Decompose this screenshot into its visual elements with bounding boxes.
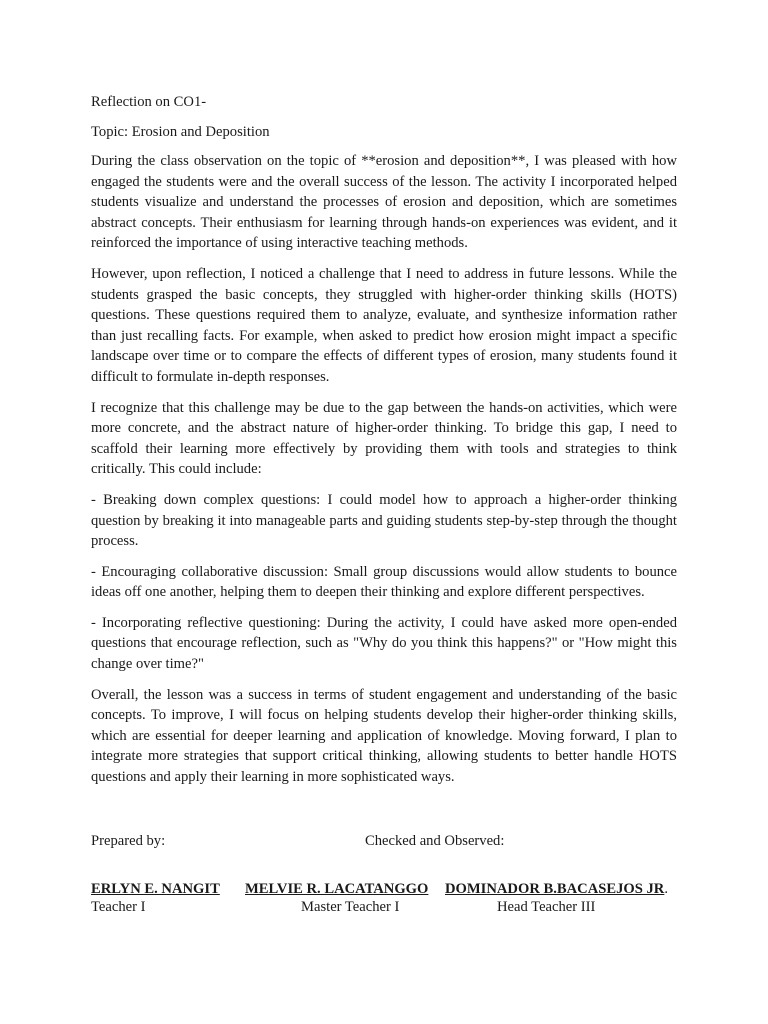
paragraph-observation: During the class observation on the topic of **erosion and deposition**, I was pleased with how engaged the students were and the overall success of the lesson. The activity I incorporated helped students visualize and understand the processes of erosion and deposition, which are sometimes abstract concepts. Their enthusiasm for learning through hands-on experiences was evident, and it reinforced the importance of using interactive teaching methods. [91,153,677,252]
paragraph-overall: Overall, the lesson was a success in terms of student engagement and understanding of the basic concepts. To improve, I will focus on helping students develop their higher-order thinking skills, which are essential for deeper learning and application of knowledge. Moving forward, I plan to integrate more strategies that support critical thinking, allowing students to better handle HOTS questions and apply their learning in more sophisticated ways. [91,686,677,786]
signatory-name-head-teacher-wrap [445,880,668,898]
signatory-name-teacher: ERLYN E. NANGIT [91,881,220,897]
signatory-name-master-teacher: MELVIE R. LACATANGGO [245,881,429,897]
paragraph-recognition: I recognize that this challenge may be due to the gap between the hands-on activities, which were more concrete, and the abstract nature of higher-order thinking. To bridge this gap, I need to scaffold their learning more effectively by providing them with tools and strategies to think critically. This could include: [91,399,677,478]
signatory-title-master-teacher: Master Teacher I [301,899,400,915]
signatory-title-teacher: Teacher I [91,899,146,915]
list-item-reflective: - Incorporating reflective questioning: During the activity, I could have asked more open-ended questions that encourage reflection, such as "Why do you think this happens?" or "How might this change over time?" [91,614,677,673]
signatory-name-head-teacher: DOMINADOR B.BACASEJOS JR [445,881,665,897]
document-heading: Reflection on CO1- [91,94,207,110]
signatory-title-head-teacher: Head Teacher III [497,899,596,915]
signature-section [91,831,681,931]
document-body [91,92,677,798]
checked-observed-label: Checked and Observed: [365,833,505,849]
prepared-by-label: Prepared by: [91,833,166,849]
list-item-collaborative: - Encouraging collaborative discussion: Small group discussions would allow students to bounce ideas off one another, helping them to deepen their thinking and explore different perspectives. [91,563,677,601]
trailing-period: . [664,881,668,897]
list-item-breaking-down: - Breaking down complex questions: I could model how to approach a higher-order thinking question by breaking it into manageable parts and guiding students step-by-step through the thought process. [91,491,677,550]
document-topic: Topic: Erosion and Deposition [91,123,270,140]
paragraph-challenge: However, upon reflection, I noticed a challenge that I need to address in future lessons. While the students grasped the basic concepts, they struggled with higher-order thinking skills (HOTS) questions. These questions required them to analyze, evaluate, and synthesize information rather than just recalling facts. For example, when asked to predict how erosion might impact a specific landscape over time or to compare the effects of different types of erosion, many students found it difficult to formulate in-depth responses. [91,265,677,385]
